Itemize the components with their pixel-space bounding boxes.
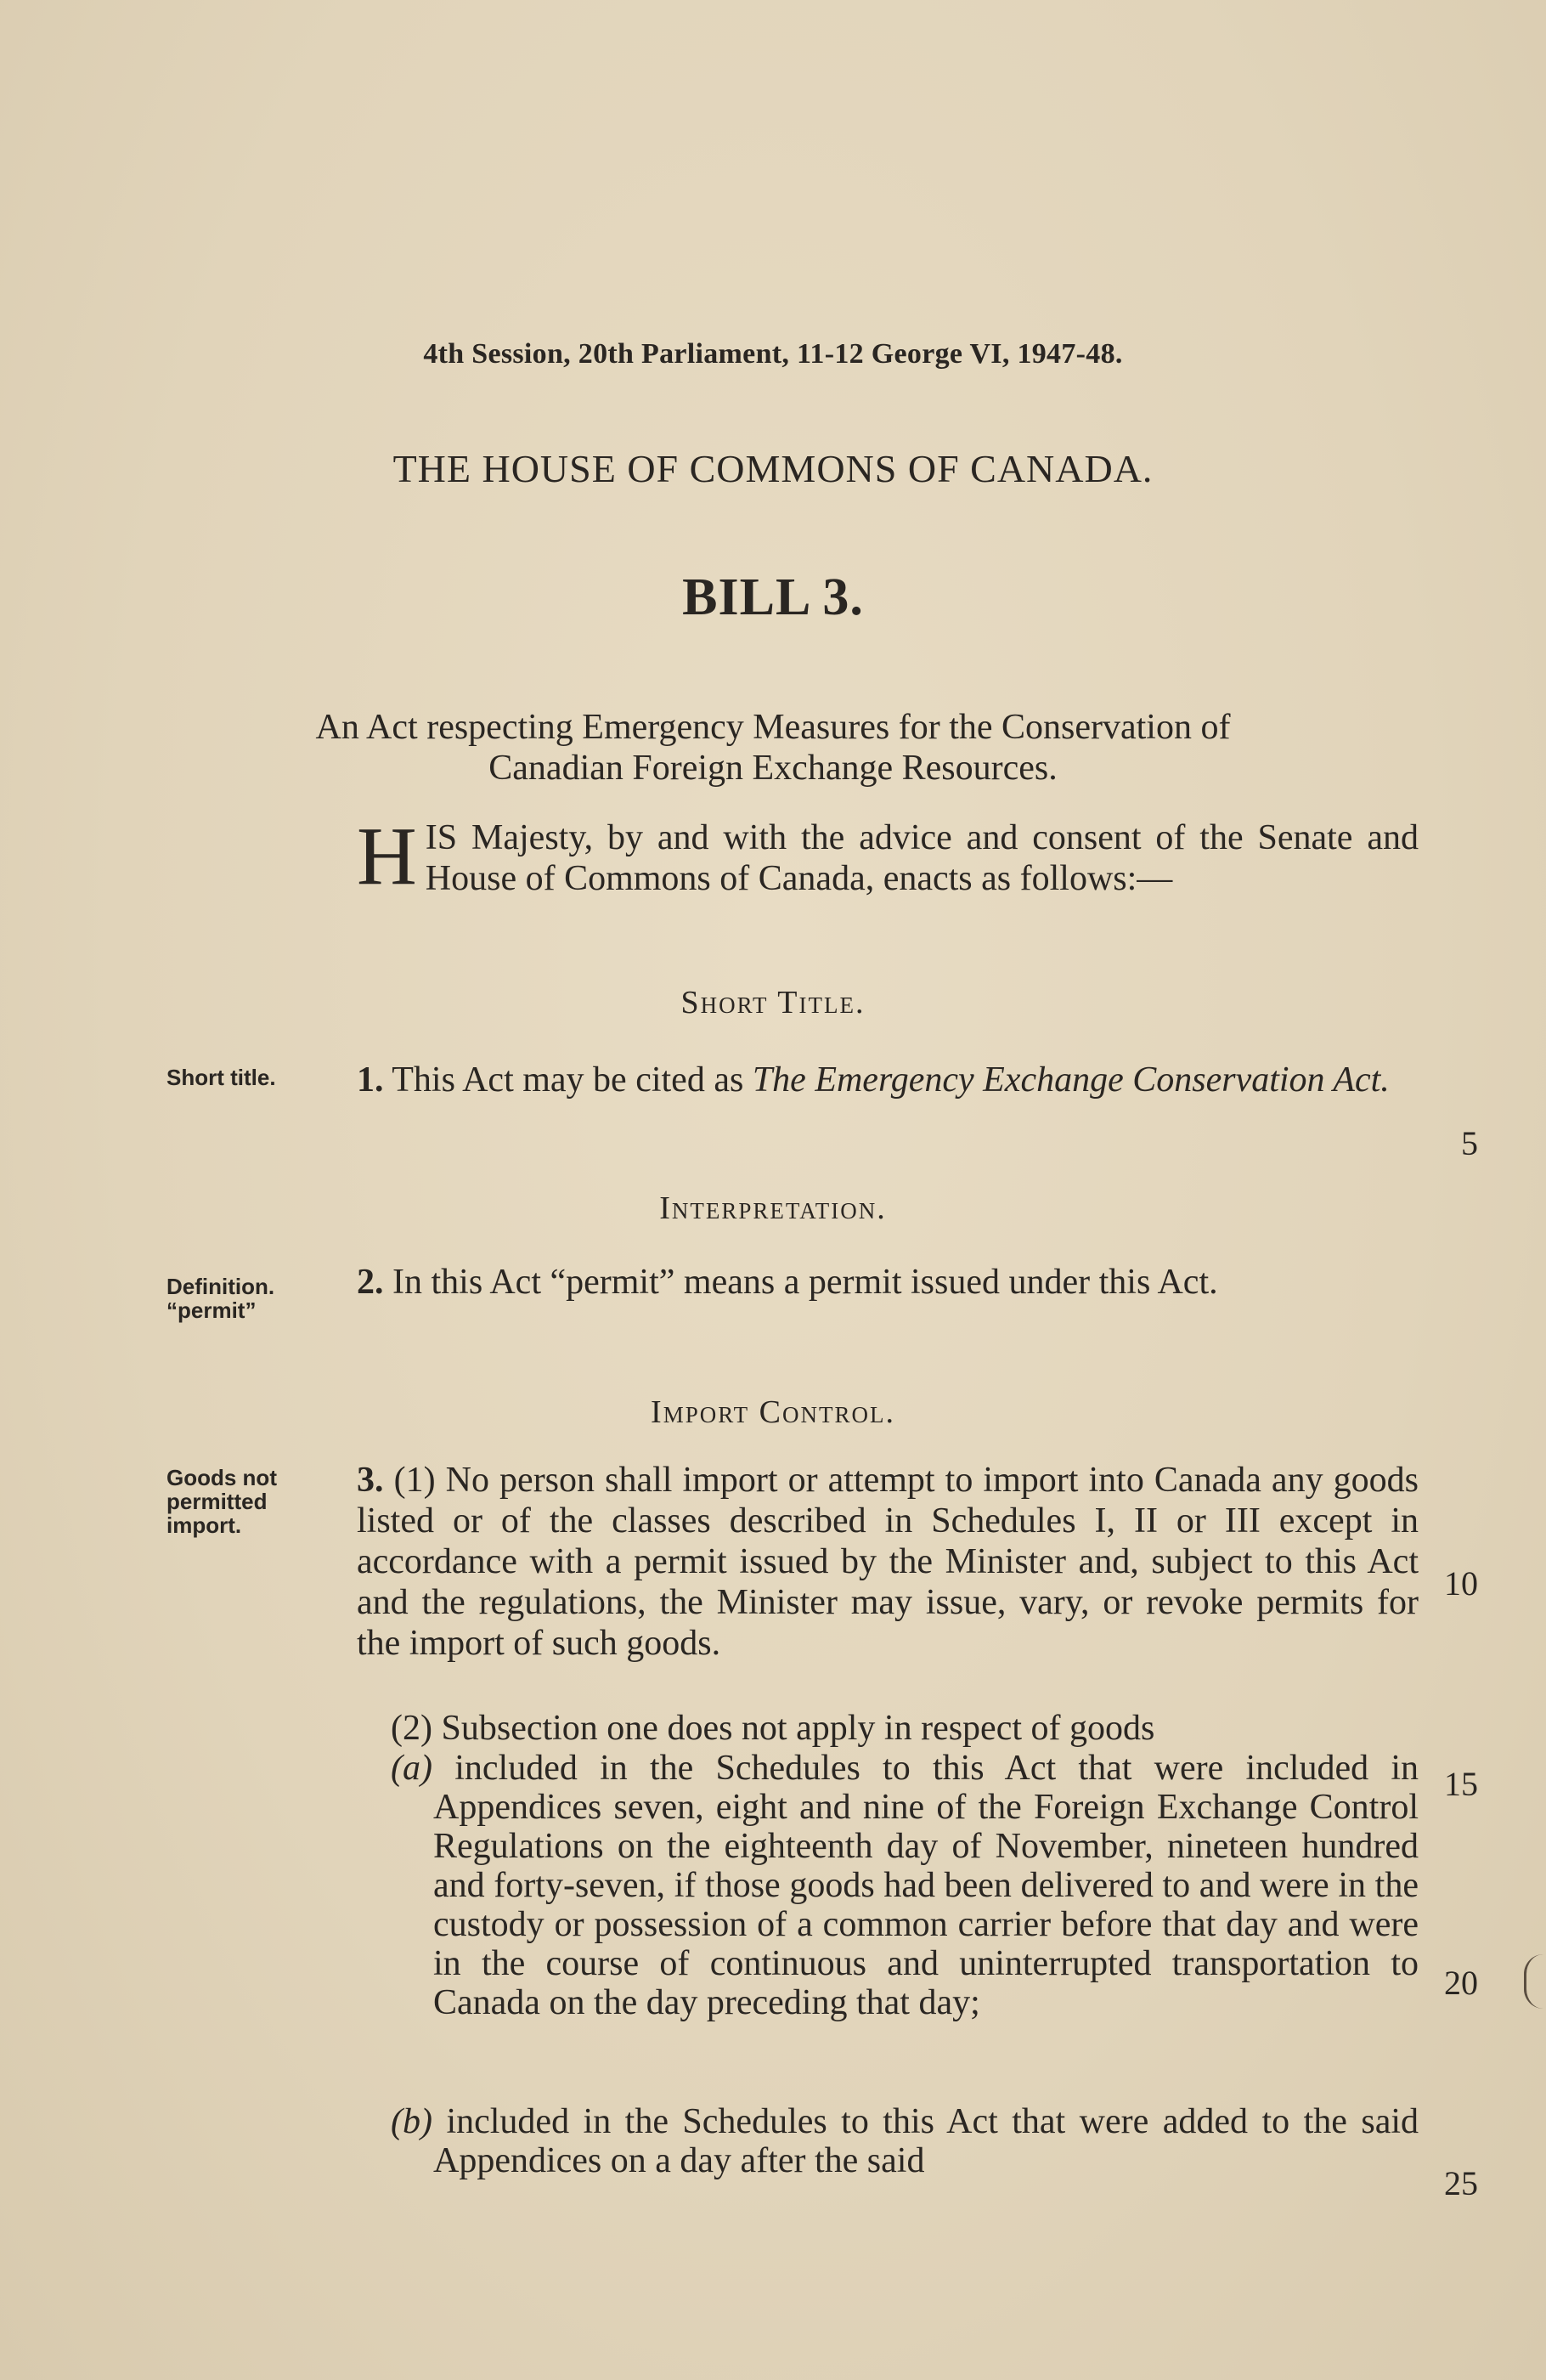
marginal-note-definition <box>166 1275 336 1322</box>
clause-text: included in the Schedules to this Act that were added to the said Appendices on a day after the said <box>433 2102 1419 2180</box>
marginal-note-goods: Goods not permitted import. <box>166 1465 277 1538</box>
clause-b <box>391 2102 1419 2180</box>
clause-a <box>391 1749 1419 2022</box>
section-number: 2. <box>357 1263 384 1302</box>
section-3-subsection-1 <box>357 1460 1419 1664</box>
clause-label: (a) <box>391 1749 432 1788</box>
marginal-note-short-title: Short title. <box>166 1065 276 1090</box>
line-number: 20 <box>1444 1964 1478 2002</box>
section-text: In this Act “permit” means a permit issued under this Act. <box>392 1263 1218 1302</box>
line-number: 15 <box>1444 1765 1478 1803</box>
section-number: 3. <box>357 1461 384 1500</box>
line-number: 25 <box>1444 2164 1478 2202</box>
enacting-clause <box>357 811 1419 902</box>
enacting-text: IS Majesty, by and with the advice and consent of the Senate and House of Commons of Canada, enacts as follows:— <box>425 818 1419 898</box>
marginal-definition: Definition. <box>166 1274 275 1299</box>
subsection-text: Subsection one does not apply in respect of goods <box>441 1709 1155 1748</box>
clause-label: (b) <box>391 2102 432 2141</box>
bill-number: BILL 3. <box>682 568 864 626</box>
heading-interpretation: Interpretation. <box>659 1190 887 1226</box>
heading-import-control: Import Control. <box>651 1394 895 1430</box>
section-3-subsection-2 <box>391 1708 1419 1749</box>
section-2 <box>357 1262 1419 1303</box>
drop-cap: H <box>357 811 417 902</box>
section-number: 1. <box>357 1060 384 1100</box>
session-line: 4th Session, 20th Parliament, 11-12 George VI, 1947-48. <box>423 338 1123 370</box>
section-1 <box>357 1060 1419 1100</box>
page-edge-mark <box>1524 1954 1543 2009</box>
subsection-text: No person shall import or attempt to import into Canada any goods listed or of the classes described in Schedules I, II or III except in accordance with a permit issued by the Minister and, subject to this Act and the regulations, the Minister may issue, vary, or revoke permits for the import of such goods. <box>357 1461 1419 1663</box>
act-short-title: The Emergency Exchange Conservation Act. <box>752 1060 1390 1100</box>
line-number: 5 <box>1461 1124 1478 1162</box>
subsection-label: (1) <box>393 1461 436 1500</box>
subsection-label: (2) <box>391 1709 432 1748</box>
section-text: This Act may be cited as <box>392 1060 753 1100</box>
house-title: THE HOUSE OF COMMONS OF CANADA. <box>392 447 1154 490</box>
act-title: An Act respecting Emergency Measures for the Conservation of Canadian Foreign Exchange Resources. <box>315 708 1231 788</box>
heading-short-title: Short Title. <box>680 985 866 1020</box>
marginal-permit: “permit” <box>166 1297 257 1323</box>
clause-text: included in the Schedules to this Act that were included in Appendices seven, eight and nine of the Foreign Exchange Control Regulations on the eighteenth day of November, nineteen hundred and forty-seven, if those goods had been delivered to and were in the custody or possession of a common carrier before that day and were in the course of continuous and uninterrupted transportation to Canada on the day preceding that day; <box>433 1749 1419 2022</box>
line-number: 10 <box>1444 1564 1478 1603</box>
